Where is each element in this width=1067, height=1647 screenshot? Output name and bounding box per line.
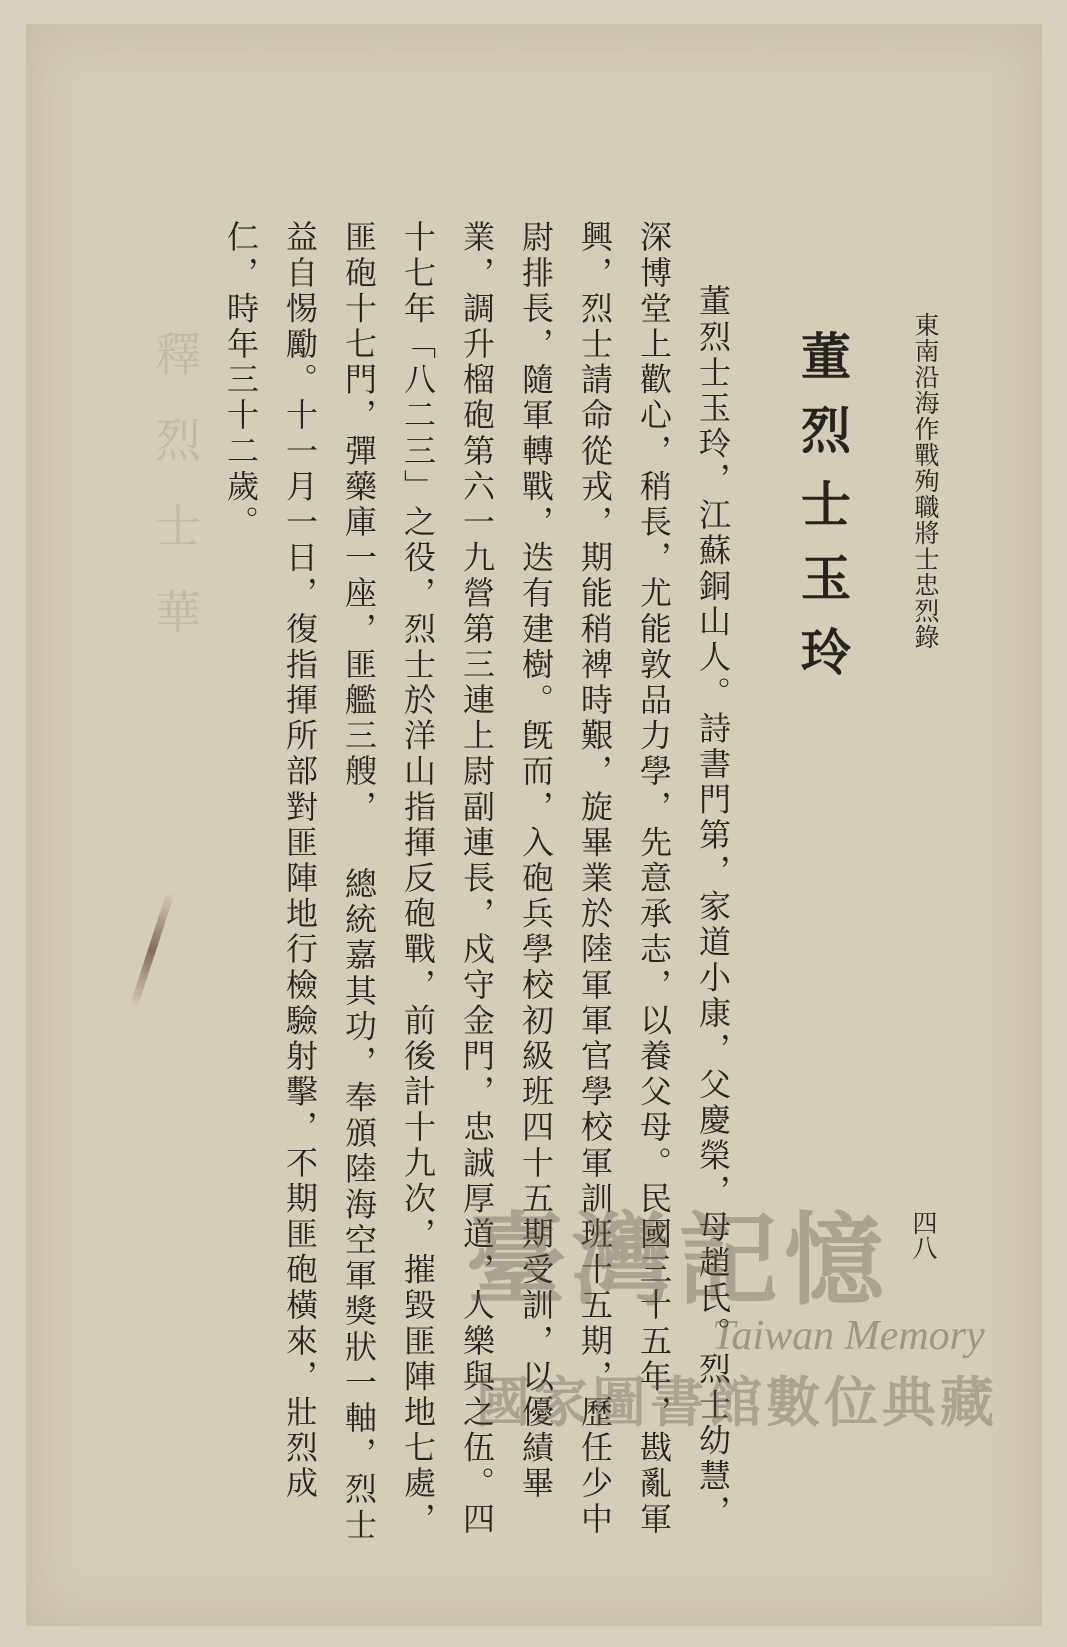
body-paragraph: 董烈士玉玲，江蘇銅山人。詩書門第，家道小康，父慶榮，母趙氏。烈士幼慧，深博堂上歡心，稍長，尤能敦品力學，先意承志，以養父母。民國三十五年，戡亂軍興，烈士請命從戎，期能稍裨時艱，旋畢業於陸軍軍官學校軍訓班十五期，歷任少中尉排長，隨軍轉戰，迭有建樹。旣而，入砲兵學校初級班四十五期受訓，以優績畢業，調升榴砲第六一九營第三連上尉副連長，戍守金門，忠誠厚道，人樂與之伍。四十七年「八二三」之役，烈士於洋山指揮反砲戰，前後計十九次，摧毀匪陣地七處，匪砲十七門，彈藥庫一座，匪艦三艘， 總統嘉其功，奉頒陸海空軍獎狀一軸，烈士益自惕勵。十一月一日，復指揮所部對匪陣地行檢驗射擊，不期匪砲橫來，壯烈成仁，時年三十二歲。 — [222, 220, 732, 1544]
watermark-subtitle: 國家圖書館數位典藏 — [476, 1371, 998, 1434]
page-number: 四八 — [909, 1210, 938, 1260]
watermark-logo: 臺灣記憶 — [466, 1202, 890, 1319]
running-header: 東南沿海作戰殉職將士忠烈錄 — [911, 312, 940, 650]
article-title: 董烈士玉玲 — [793, 330, 852, 700]
article-body — [222, 220, 742, 1550]
bleed-through-text: 釋烈士華 — [148, 330, 202, 674]
watermark-english: Taiwan Memory — [712, 1313, 985, 1359]
